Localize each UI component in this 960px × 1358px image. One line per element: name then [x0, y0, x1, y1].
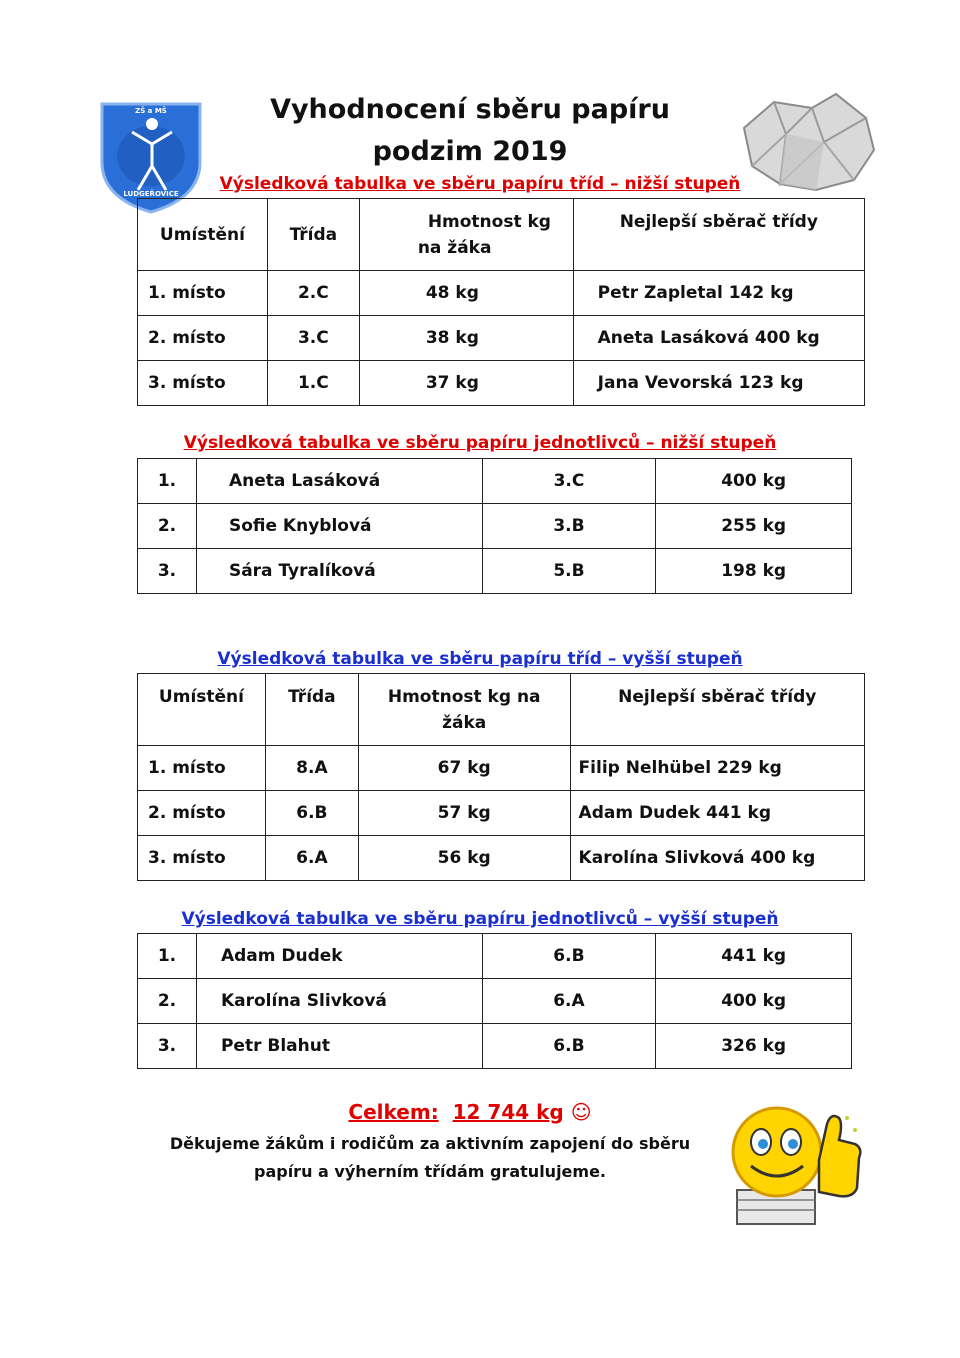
- header-weight: Hmotnost kg na žáka: [359, 199, 573, 271]
- table-row: 1. místo 2.C 48 kg Petr Zapletal 142 kg: [138, 271, 865, 316]
- table-row: 2. místo 6.B 57 kg Adam Dudek 441 kg: [138, 791, 865, 836]
- total-label: Celkem:: [348, 1100, 439, 1124]
- thanks-line-2: papíru a výherním třídám gratulujeme.: [253, 1162, 607, 1181]
- header-best-collector: Nejlepší sběrač třídy: [573, 199, 864, 271]
- table-row: 2. Karolína Slivková 6.A 400 kg: [138, 979, 852, 1024]
- table-header-row: [138, 199, 865, 271]
- page-subtitle: podzim 2019: [372, 136, 568, 167]
- individuals-upper-table: [137, 933, 852, 1069]
- page-title: Vyhodnocení sběru papíru: [270, 94, 670, 125]
- section1-heading: Výsledková tabulka ve sběru papíru tříd – nižší stupeň: [219, 174, 741, 194]
- header-class: Třída: [267, 199, 359, 271]
- header-weight: Hmotnost kg na žáka: [358, 674, 570, 746]
- table-row: 2. místo 3.C 38 kg Aneta Lasáková 400 kg: [138, 316, 865, 361]
- classes-lower-table: [137, 198, 865, 406]
- header-best-collector: Nejlepší sběrač třídy: [570, 674, 864, 746]
- table-row: 2. Sofie Knyblová 3.B 255 kg: [138, 504, 852, 549]
- table-row: 1. Adam Dudek 6.B 441 kg: [138, 934, 852, 979]
- header-placement: Umístění: [138, 199, 268, 271]
- table-row: 1. místo 8.A 67 kg Filip Nelhübel 229 kg: [138, 746, 865, 791]
- classes-upper-table: [137, 673, 865, 881]
- section2-heading: Výsledková tabulka ve sběru papíru jednotlivců – nižší stupeň: [183, 433, 777, 453]
- section4-heading: Výsledková tabulka ve sběru papíru jednotlivců – vyšší stupeň: [181, 909, 779, 929]
- table-row: 3. místo 1.C 37 kg Jana Vevorská 123 kg: [138, 361, 865, 406]
- total-value: 12 744 kg: [452, 1100, 564, 1124]
- table-row: 3. místo 6.A 56 kg Karolína Slivková 400 kg: [138, 836, 865, 881]
- header-placement: Umístění: [138, 674, 266, 746]
- smiley-thumbs-up-icon: [715, 1100, 865, 1240]
- table-row: 3. Sára Tyralíková 5.B 198 kg: [138, 549, 852, 594]
- table-row: 1. Aneta Lasáková 3.C 400 kg: [138, 459, 852, 504]
- total-line: [230, 1100, 710, 1124]
- thanks-line-1: Děkujeme žákům i rodičům za aktivním zapojení do sběru: [169, 1134, 691, 1153]
- table-row: 3. Petr Blahut 6.B 326 kg: [138, 1024, 852, 1069]
- logo-top-text: ZŠ a MŠ: [135, 107, 167, 115]
- smiley-icon: ☺: [570, 1100, 592, 1124]
- section3-heading: Výsledková tabulka ve sběru papíru tříd – vyšší stupeň: [217, 649, 743, 669]
- table-header-row: [138, 674, 865, 746]
- individuals-lower-table: [137, 458, 852, 594]
- header-class: Třída: [265, 674, 358, 746]
- logo-bottom-text: LUDGEŘOVICE: [123, 190, 179, 198]
